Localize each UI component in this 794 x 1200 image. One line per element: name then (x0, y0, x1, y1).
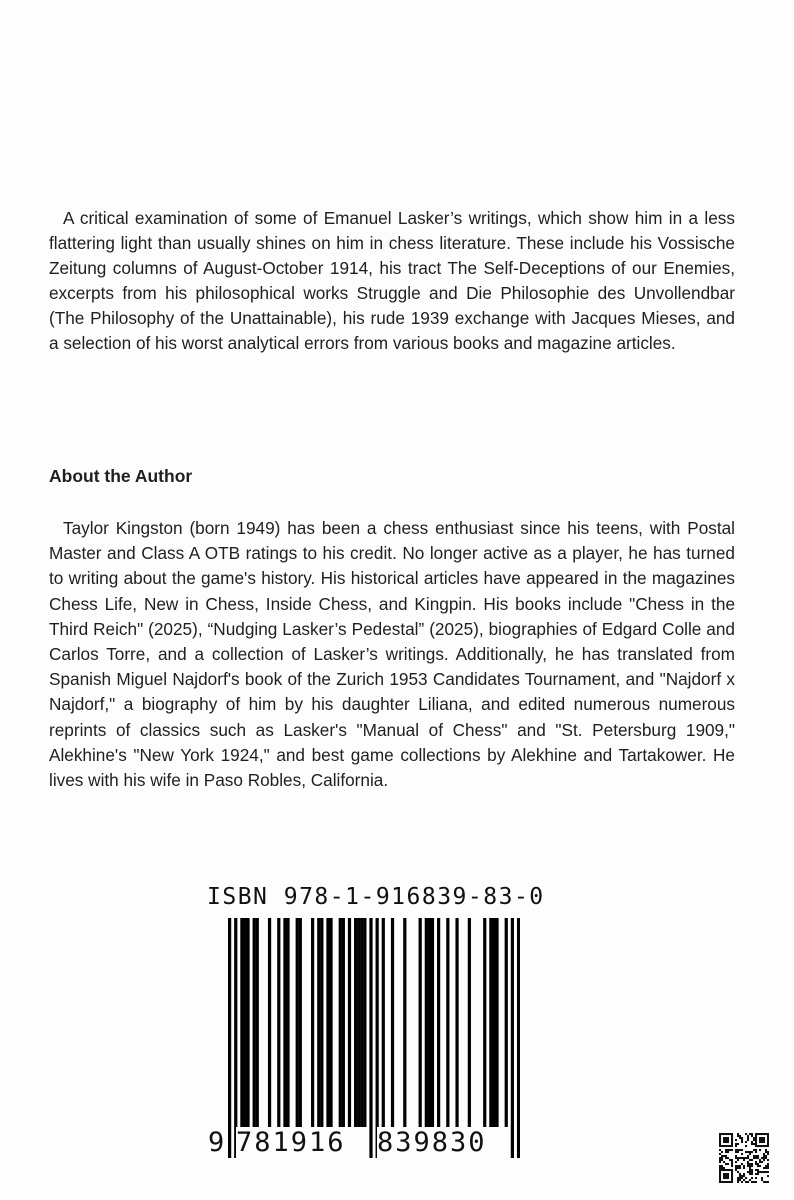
barcode-bar (428, 918, 431, 1127)
book-description: A critical examination of some of Emanuel Lasker’s writings, which show him in a less flattering light than usually shines on him in chess literature. These include his Vossische Zeitung columns of August-October 1914, his tract The Self-Deceptions of our Enemies, excerpts from his philosophical works Struggle and Die Philosophie des Unvollendbar (The Philosophy of the Unattainable), his rude 1939 exchange with Jacques Mieses, and a selection of his worst analytical errors from various books and magazine articles. (49, 208, 735, 353)
barcode-bar (286, 918, 289, 1127)
barcode-bar (277, 918, 280, 1127)
barcode-bar (455, 918, 458, 1127)
barcode-bar (468, 918, 471, 1127)
barcode-bar (326, 918, 329, 1127)
barcode-guard-bar (228, 918, 231, 1158)
barcode-bar (256, 918, 259, 1127)
barcode-bar (483, 918, 486, 1127)
about-author-heading: About the Author (49, 466, 193, 486)
barcode-bar (360, 918, 363, 1127)
barcode-bar (357, 918, 360, 1127)
barcode-bars (228, 918, 520, 1158)
barcode-bar (363, 918, 366, 1127)
barcode-bar (243, 918, 246, 1127)
isbn-label: ISBN 978-1-916839-83-0 (207, 884, 545, 910)
barcode-digit-first: 9 (208, 1127, 227, 1158)
barcode-bar (391, 918, 394, 1127)
barcode-bar (268, 918, 271, 1127)
barcode-bar (253, 918, 256, 1127)
barcode-bar (437, 918, 440, 1127)
barcode-bar (329, 918, 332, 1127)
barcode-bar (419, 918, 422, 1127)
barcode-bar (403, 918, 406, 1127)
barcode-bar (489, 918, 492, 1127)
barcode-bar (311, 918, 314, 1127)
barcode-bar (320, 918, 323, 1127)
barcode-bar (240, 918, 243, 1127)
barcode-bar (431, 918, 434, 1127)
barcode-bar (339, 918, 342, 1127)
barcode-guard-bar (511, 918, 514, 1158)
barcode-bar (495, 918, 498, 1127)
author-bio: Taylor Kingston (born 1949) has been a chess enthusiast since his teens, with Postal Master and Class A OTB ratings to his credit. No longer active as a player, he has turned to writing about the game's history. His historical articles have appeared in the magazines Chess Life, New in Chess, Inside Chess, and Kingpin. His books include "Chess in the Third Reich" (2025), “Nudging Lasker’s Pedestal” (2025), biographies of Edgard Colle and Carlos Torre, and a collection of Lasker’s writings. Additionally, he has translated from Spanish Miguel Najdorf's book of the Zurich 1953 Candidates Tournament, and "Najdorf x Najdorf," a biography of him by his daughter Liliana, and edited numerous numerous reprints of classics such as Lasker's "Manual of Chess" and "St. Petersburg 1909," Alekhine's "New York 1924," and best game collections by Alekhine and Tartakower. He lives with his wife in Paso Robles, California. (49, 518, 735, 791)
barcode-bar (296, 918, 299, 1127)
barcode-bar (354, 918, 357, 1127)
barcode-digits-right: 839830 (377, 1127, 507, 1159)
barcode-bar (246, 918, 249, 1127)
barcode-bar (446, 918, 449, 1127)
barcode-bar (505, 918, 508, 1127)
barcode-guard-bar (517, 918, 520, 1158)
barcode-bar (342, 918, 345, 1127)
qr-code-icon (719, 1133, 769, 1183)
barcode-bar (425, 918, 428, 1127)
barcode-guard-bar (369, 918, 372, 1158)
barcode-digits-left: 781916 (236, 1127, 364, 1159)
barcode-guard-bar (234, 918, 237, 1158)
barcode-bar (492, 918, 495, 1127)
barcode-bar (348, 918, 351, 1127)
barcode-guard-bar (376, 918, 379, 1158)
barcode-bar (283, 918, 286, 1127)
barcode-bar (317, 918, 320, 1127)
isbn-barcode (228, 918, 520, 1158)
barcode-bar (299, 918, 302, 1127)
barcode-bar (382, 918, 385, 1127)
